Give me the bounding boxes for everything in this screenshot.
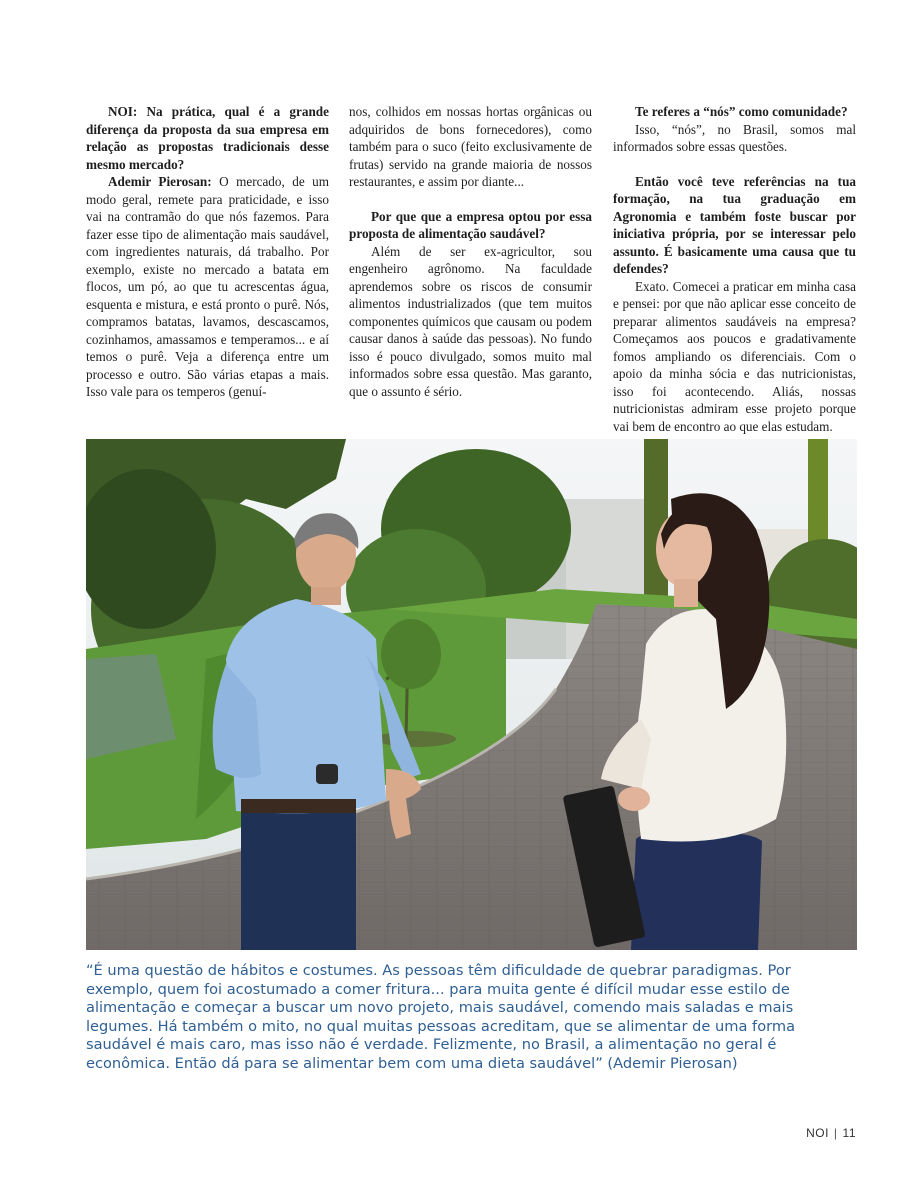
answer-4: Exato. Comecei a praticar em minha casa e pensei: por que não aplicar esse conceito de preparar alimentos saudáveis na empresa? Começamos aos poucos e gradativamente fomos ampliando os diferenciais. Com o apoio da minha sócia e das nutricionistas, isso foi acontecendo. Aliás, nossas nutricionistas admiram esse projeto porque vai bem de encontro ao que elas estudam. — [613, 278, 856, 434]
page-footer — [806, 1126, 856, 1140]
page-number: 11 — [842, 1126, 856, 1140]
pull-quote: “É uma questão de hábitos e costumes. As pessoas têm dificuldade de quebrar paradigmas. Por exemplo, quem foi acostumado a comer fritura... para muita gente é difícil mudar esse estilo de alimentação e começar a buscar um novo projeto, mais saudável, comendo mais saladas e mais legumes. Há também o mito, no qual muitas pessoas acreditam, que se alimentar de uma forma saudável é mais caro, mas isso não é verdade. Felizmente, no Brasil, a alimentação no geral é econômica. Então dá para se alimentar bem com uma dieta saudável” (Ademir Pierosan) — [86, 962, 796, 1072]
text-column-2 — [349, 103, 592, 400]
answer-1-text: O mercado, de um modo geral, remete para praticidade, e isso vai na contramão do que nós fazemos. Para fazer esse tipo de alimentação mais saudável, com ingredientes naturais, dá trabalho. Por exemplo, existe no mercado a batata em flocos, um pó, ao que tu acrescentas água, esquenta e mistura, e está pronto o purê. Nós, compramos batatas, lavamos, descascamos, cozinhamos, amassamos e temperamos... e aí temos o purê. Veja a diferença entre um processo e outro. São várias etapas a mais. Isso vale para os temperos (genuí- — [86, 174, 329, 399]
answer-1 — [86, 173, 329, 401]
speaker-name: Ademir Pierosan: — [108, 174, 212, 189]
question-1: NOI: Na prática, qual é a grande diferença da proposta da sua empresa em relação as propostas tradicionais desse mesmo mercado? — [86, 104, 329, 172]
footer-separator: | — [833, 1126, 838, 1140]
magazine-brand: NOI — [806, 1126, 829, 1140]
text-column-3 — [613, 103, 856, 435]
question-4: Então você teve referências na tua formação, na tua graduação em Agronomia e também foste buscar por iniciativa própria, por se interessar pelo assunto. É basicamente uma causa que tu defendes? — [613, 173, 856, 276]
answer-3: Isso, “nós”, no Brasil, somos mal informados sobre essas questões. — [613, 121, 856, 154]
answer-2: Além de ser ex-agricultor, sou engenheiro agrônomo. Na faculdade aprendemos sobre os riscos de consumir alimentos industrializados (que tem muitos componentes químicos que causam ou podem causar danos à saúde das pessoas). No fundo isso é pouco divulgado, somos muito mal informados sobre essa questão. Mas garanto, que o assunto é sério. — [349, 243, 592, 399]
question-3: Te referes a “nós” como comunidade? — [635, 104, 848, 119]
interview-photo — [86, 439, 857, 950]
question-2: Por que que a empresa optou por essa proposta de alimentação saudável? — [349, 208, 592, 241]
text-column-1 — [86, 103, 329, 401]
answer-1-continued: nos, colhidos em nossas hortas orgânicas ou adquiridos de bons fornecedores), como também para o suco (feito exclusivamente de frutas) servido na grande maioria de nossos restaurantes, e assim por diante... — [349, 104, 592, 189]
